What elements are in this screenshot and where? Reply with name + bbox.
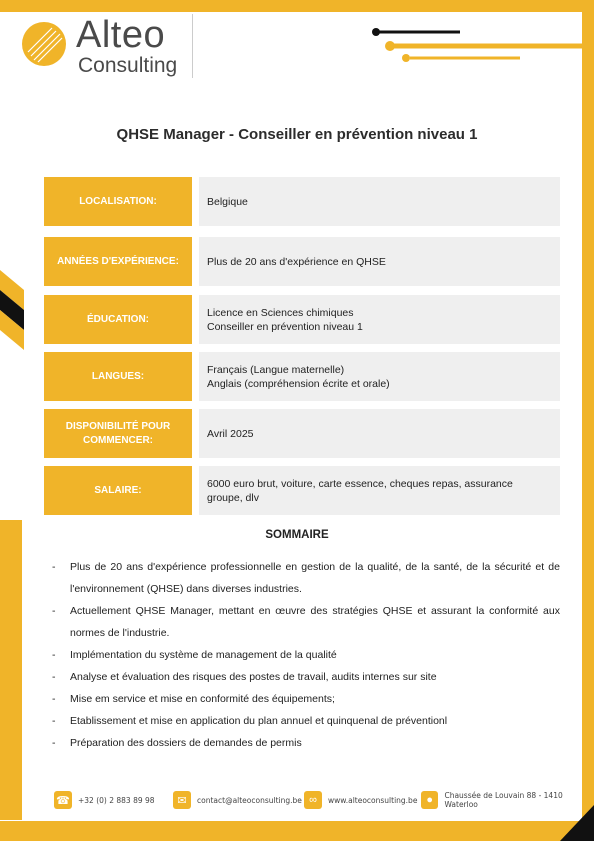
page-title: QHSE Manager - Conseiller en prévention niveau 1 bbox=[116, 126, 478, 143]
row-value-line: Plus de 20 ans d'expérience en QHSE bbox=[207, 255, 386, 268]
summary-item: - Etablissement et mise en application du plan annuel et quinquenal de préventionl bbox=[52, 710, 560, 732]
row-value bbox=[199, 295, 560, 344]
row-label: LANGUES: bbox=[44, 352, 192, 401]
summary-item: - Préparation des dossiers de demandes de permis bbox=[52, 732, 560, 754]
summary-heading: SOMMAIRE bbox=[265, 529, 329, 541]
row-value bbox=[199, 177, 560, 226]
row-value-line: Français (Langue maternelle) bbox=[207, 363, 345, 376]
row-label: LOCALISATION: bbox=[44, 177, 192, 226]
summary-list bbox=[52, 556, 560, 754]
info-row-languages bbox=[44, 352, 560, 401]
phone-icon: ☎ bbox=[54, 791, 72, 809]
summary-item: - Actuellement QHSE Manager, mettant en œuvre des stratégies QHSE et assurant la conformité aux normes de l'industrie. bbox=[52, 600, 560, 644]
logo-subtitle: Consulting bbox=[78, 54, 178, 77]
frame-bottom bbox=[0, 821, 594, 841]
link-icon: ∞ bbox=[304, 791, 322, 809]
frame-top bbox=[0, 0, 594, 12]
row-value-line: Anglais (compréhension écrite et orale) bbox=[207, 377, 390, 390]
row-value bbox=[199, 409, 560, 458]
logo-divider bbox=[192, 14, 193, 78]
row-label: ÉDUCATION: bbox=[44, 295, 192, 344]
decorative-corner-bottom-left bbox=[0, 520, 24, 820]
footer-phone bbox=[54, 790, 155, 810]
row-value-line: Conseiller en prévention niveau 1 bbox=[207, 320, 363, 333]
info-row-salary bbox=[44, 466, 560, 515]
summary-item: - Plus de 20 ans d'expérience professionnelle en gestion de la qualité, de la santé, de la sécurité et de l'environnement (QHSE) dans diverses industries. bbox=[52, 556, 560, 600]
location-icon: ● bbox=[421, 791, 438, 809]
info-row-localisation bbox=[44, 177, 560, 226]
footer-website-text[interactable]: www.alteoconsulting.be bbox=[328, 795, 418, 805]
summary-item: - Mise em service et mise en conformité des équipements; bbox=[52, 688, 560, 710]
footer-website[interactable] bbox=[304, 790, 417, 810]
row-label: SALAIRE: bbox=[44, 466, 192, 515]
row-value bbox=[199, 352, 560, 401]
summary-item: - Implémentation du système de management de la qualité bbox=[52, 644, 560, 666]
row-value-line: Belgique bbox=[207, 195, 248, 208]
footer-address-text: Chaussée de Louvain 88 - 1410 Waterloo bbox=[444, 791, 563, 809]
info-row-experience bbox=[44, 237, 560, 286]
logo-title: Alteo bbox=[76, 14, 166, 56]
summary-item: - Analyse et évaluation des risques des postes de travail, audits internes sur site bbox=[52, 666, 560, 688]
email-icon: ✉ bbox=[173, 791, 191, 809]
footer-email-text[interactable]: contact@alteoconsulting.be bbox=[197, 795, 302, 805]
info-row-education bbox=[44, 295, 560, 344]
info-row-availability bbox=[44, 409, 560, 458]
row-label: DISPONIBILITÉ POUR COMMENCER: bbox=[44, 409, 192, 458]
footer-address bbox=[421, 790, 594, 810]
row-value bbox=[199, 237, 560, 286]
decorative-lines-header bbox=[370, 18, 594, 68]
row-value bbox=[199, 466, 560, 515]
logo-mark bbox=[22, 22, 66, 66]
footer-phone-text: +32 (0) 2 883 89 98 bbox=[78, 795, 155, 805]
footer-email[interactable] bbox=[173, 790, 302, 810]
row-value-line: 6000 euro brut, voiture, carte essence, cheques repas, assurance groupe, dlv bbox=[207, 477, 513, 504]
row-value-line: Licence en Sciences chimiques bbox=[207, 306, 354, 319]
row-label: ANNÉES D'EXPÉRIENCE: bbox=[44, 237, 192, 286]
row-value-line: Avril 2025 bbox=[207, 427, 254, 440]
decorative-stripes-left bbox=[0, 270, 24, 350]
